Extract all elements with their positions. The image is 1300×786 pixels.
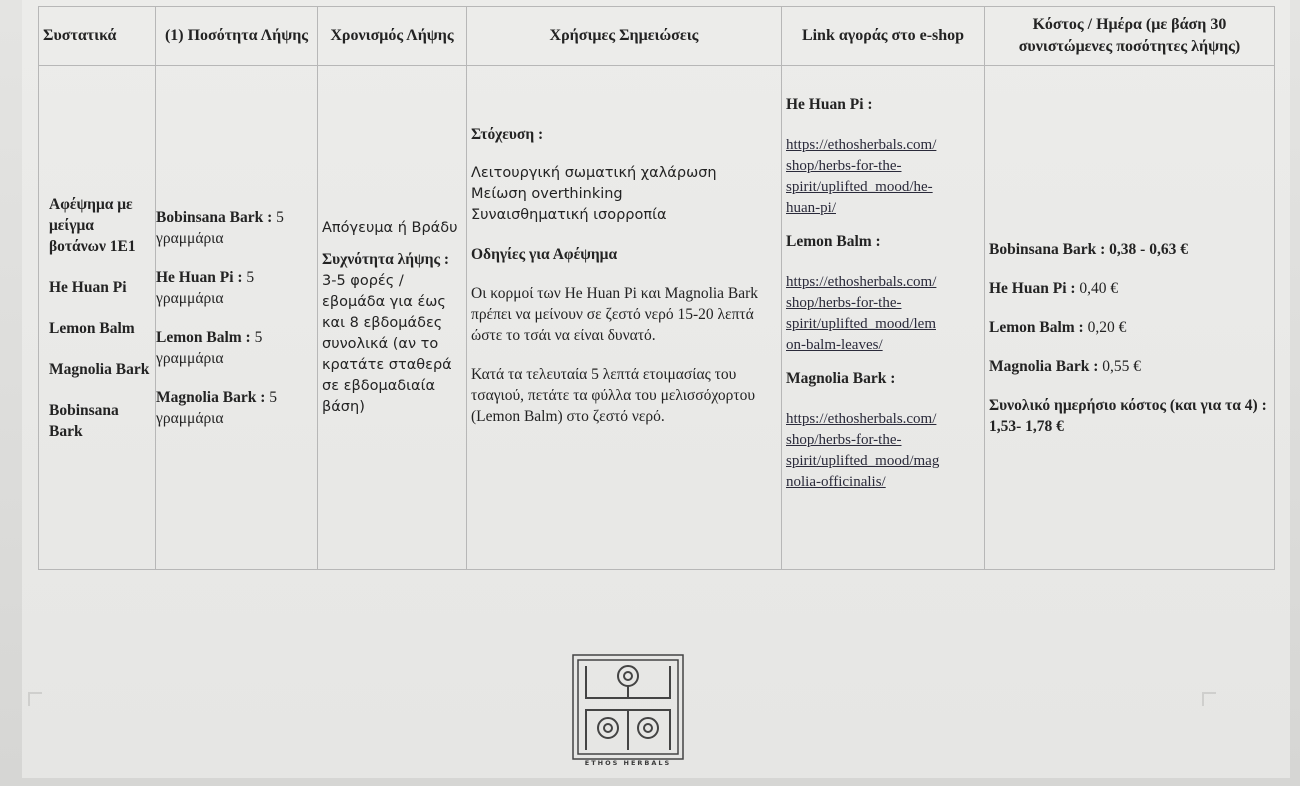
instructions-para: Κατά τα τελευταία 5 λεπτά ετοιμασίας του τσαγιού, πετάτε τα φύλλα του μελισσόχορτου (Lemon Balm) στο ζεστό νερό.	[471, 366, 756, 425]
cost-entry	[989, 356, 1270, 377]
blend-title: Αφέψημα με μείγμα βοτάνων 1Ε1	[49, 195, 136, 255]
target-line: Μείωση overthinking	[471, 186, 623, 202]
content-row	[39, 66, 1275, 570]
dosage-entry	[156, 207, 313, 249]
instructions-label: Οδηγίες για Αφέψημα	[471, 246, 618, 263]
ethos-herbals-logo-icon	[572, 654, 684, 760]
frequency-label: Συχνότητα λήψης :	[322, 250, 450, 268]
cost-entry	[989, 278, 1270, 299]
dosage-cell	[156, 66, 318, 570]
page-corner-mark	[28, 692, 42, 706]
dosage-amount: 5 γραμμάρια	[156, 268, 255, 307]
ingredient-item: He Huan Pi	[49, 278, 127, 296]
cost-value: 0,20 €	[1087, 318, 1127, 336]
links-cell	[782, 66, 985, 570]
dosage-entry	[156, 327, 313, 369]
dosage-herb: Magnolia Bark :	[156, 388, 266, 406]
dosage-amount: 5 γραμμάρια	[156, 388, 277, 427]
shop-link[interactable]: https://ethosherbals.com/ shop/herbs-for-the- spirit/uplifted_mood/lem on-balm-leaves/	[786, 274, 937, 353]
instructions-para: Οι κορμοί των He Huan Pi και Magnolia Bark πρέπει να μείνουν σε ζεστό νερό 15-20 λεπτά ώστε το τσάι να είναι δυνατό.	[471, 285, 759, 344]
ingredients-cell	[39, 66, 156, 570]
cost-entry	[989, 239, 1270, 260]
cost-value: 0,55 €	[1102, 357, 1141, 375]
header-notes: Χρήσιμες Σημειώσεις	[467, 7, 782, 66]
logo-text: ETHOS HERBALS	[584, 759, 672, 767]
target-line: Λειτουργική σωματική χαλάρωση	[471, 165, 717, 181]
dosage-amount: 5 γραμμάρια	[156, 328, 263, 367]
dosage-herb: Bobinsana Bark :	[156, 208, 273, 226]
timing-frequency	[322, 249, 462, 418]
header-timing: Χρονισμός Λήψης	[318, 7, 467, 66]
cost-herb: Magnolia Bark :	[989, 357, 1099, 375]
herbal-table	[38, 6, 1275, 570]
target-line: Συναισθηματική ισορροπία	[471, 207, 667, 223]
cost-value: 0,40 €	[1079, 279, 1119, 297]
ingredient-item: Bobinsana Bark	[49, 401, 119, 440]
dosage-entry	[156, 267, 313, 309]
notes-cell	[467, 66, 782, 570]
cost-herb: Lemon Balm :	[989, 318, 1084, 336]
shop-link[interactable]: https://ethosherbals.com/ shop/herbs-for-the- spirit/uplifted_mood/mag nolia-officinalis/	[786, 411, 940, 490]
cost-herb: Bobinsana Bark :	[989, 240, 1106, 258]
header-cost: Κόστος / Ημέρα (με βάση 30 συνιστώμενες ποσότητες λήψης)	[985, 7, 1275, 66]
dosage-entry	[156, 387, 313, 429]
link-herb-name: Magnolia Bark :	[786, 370, 896, 387]
timing-cell	[318, 66, 467, 570]
ingredient-item: Magnolia Bark	[49, 360, 150, 378]
cost-value: 0,38 - 0,63 €	[1109, 240, 1188, 258]
header-links: Link αγοράς στο e-shop	[782, 7, 985, 66]
link-herb-name: Lemon Balm :	[786, 233, 881, 250]
link-herb-name: He Huan Pi :	[786, 96, 873, 113]
header-ingredients: Συστατικά	[39, 7, 156, 66]
header-row	[39, 7, 1275, 66]
shop-link[interactable]: https://ethosherbals.com/ shop/herbs-for-the- spirit/uplifted_mood/he- huan-pi/	[786, 137, 937, 216]
cost-entry	[989, 317, 1270, 338]
timing-when: Απόγευμα ή Βράδυ	[322, 219, 458, 236]
target-label: Στόχευση :	[471, 126, 544, 143]
dosage-herb: Lemon Balm :	[156, 328, 251, 346]
cost-herb: He Huan Pi :	[989, 279, 1076, 297]
total-cost: Συνολικό ημερήσιο κόστος (και για τα 4) : 1,53- 1,78 €	[989, 396, 1267, 435]
header-dosage: (1) Ποσότητα Λήψης	[156, 7, 318, 66]
ingredient-item: Lemon Balm	[49, 319, 135, 337]
dosage-amount: 5 γραμμάρια	[156, 208, 284, 247]
frequency-text: 3-5 φορές / εβομάδα για έως και 8 εβδομάδες συνολικά (αν το κρατάτε σταθερά σε εβδομαδιαία βάση)	[322, 272, 452, 415]
dosage-herb: He Huan Pi :	[156, 268, 243, 286]
cost-cell	[985, 66, 1275, 570]
page-corner-mark	[1202, 692, 1216, 706]
